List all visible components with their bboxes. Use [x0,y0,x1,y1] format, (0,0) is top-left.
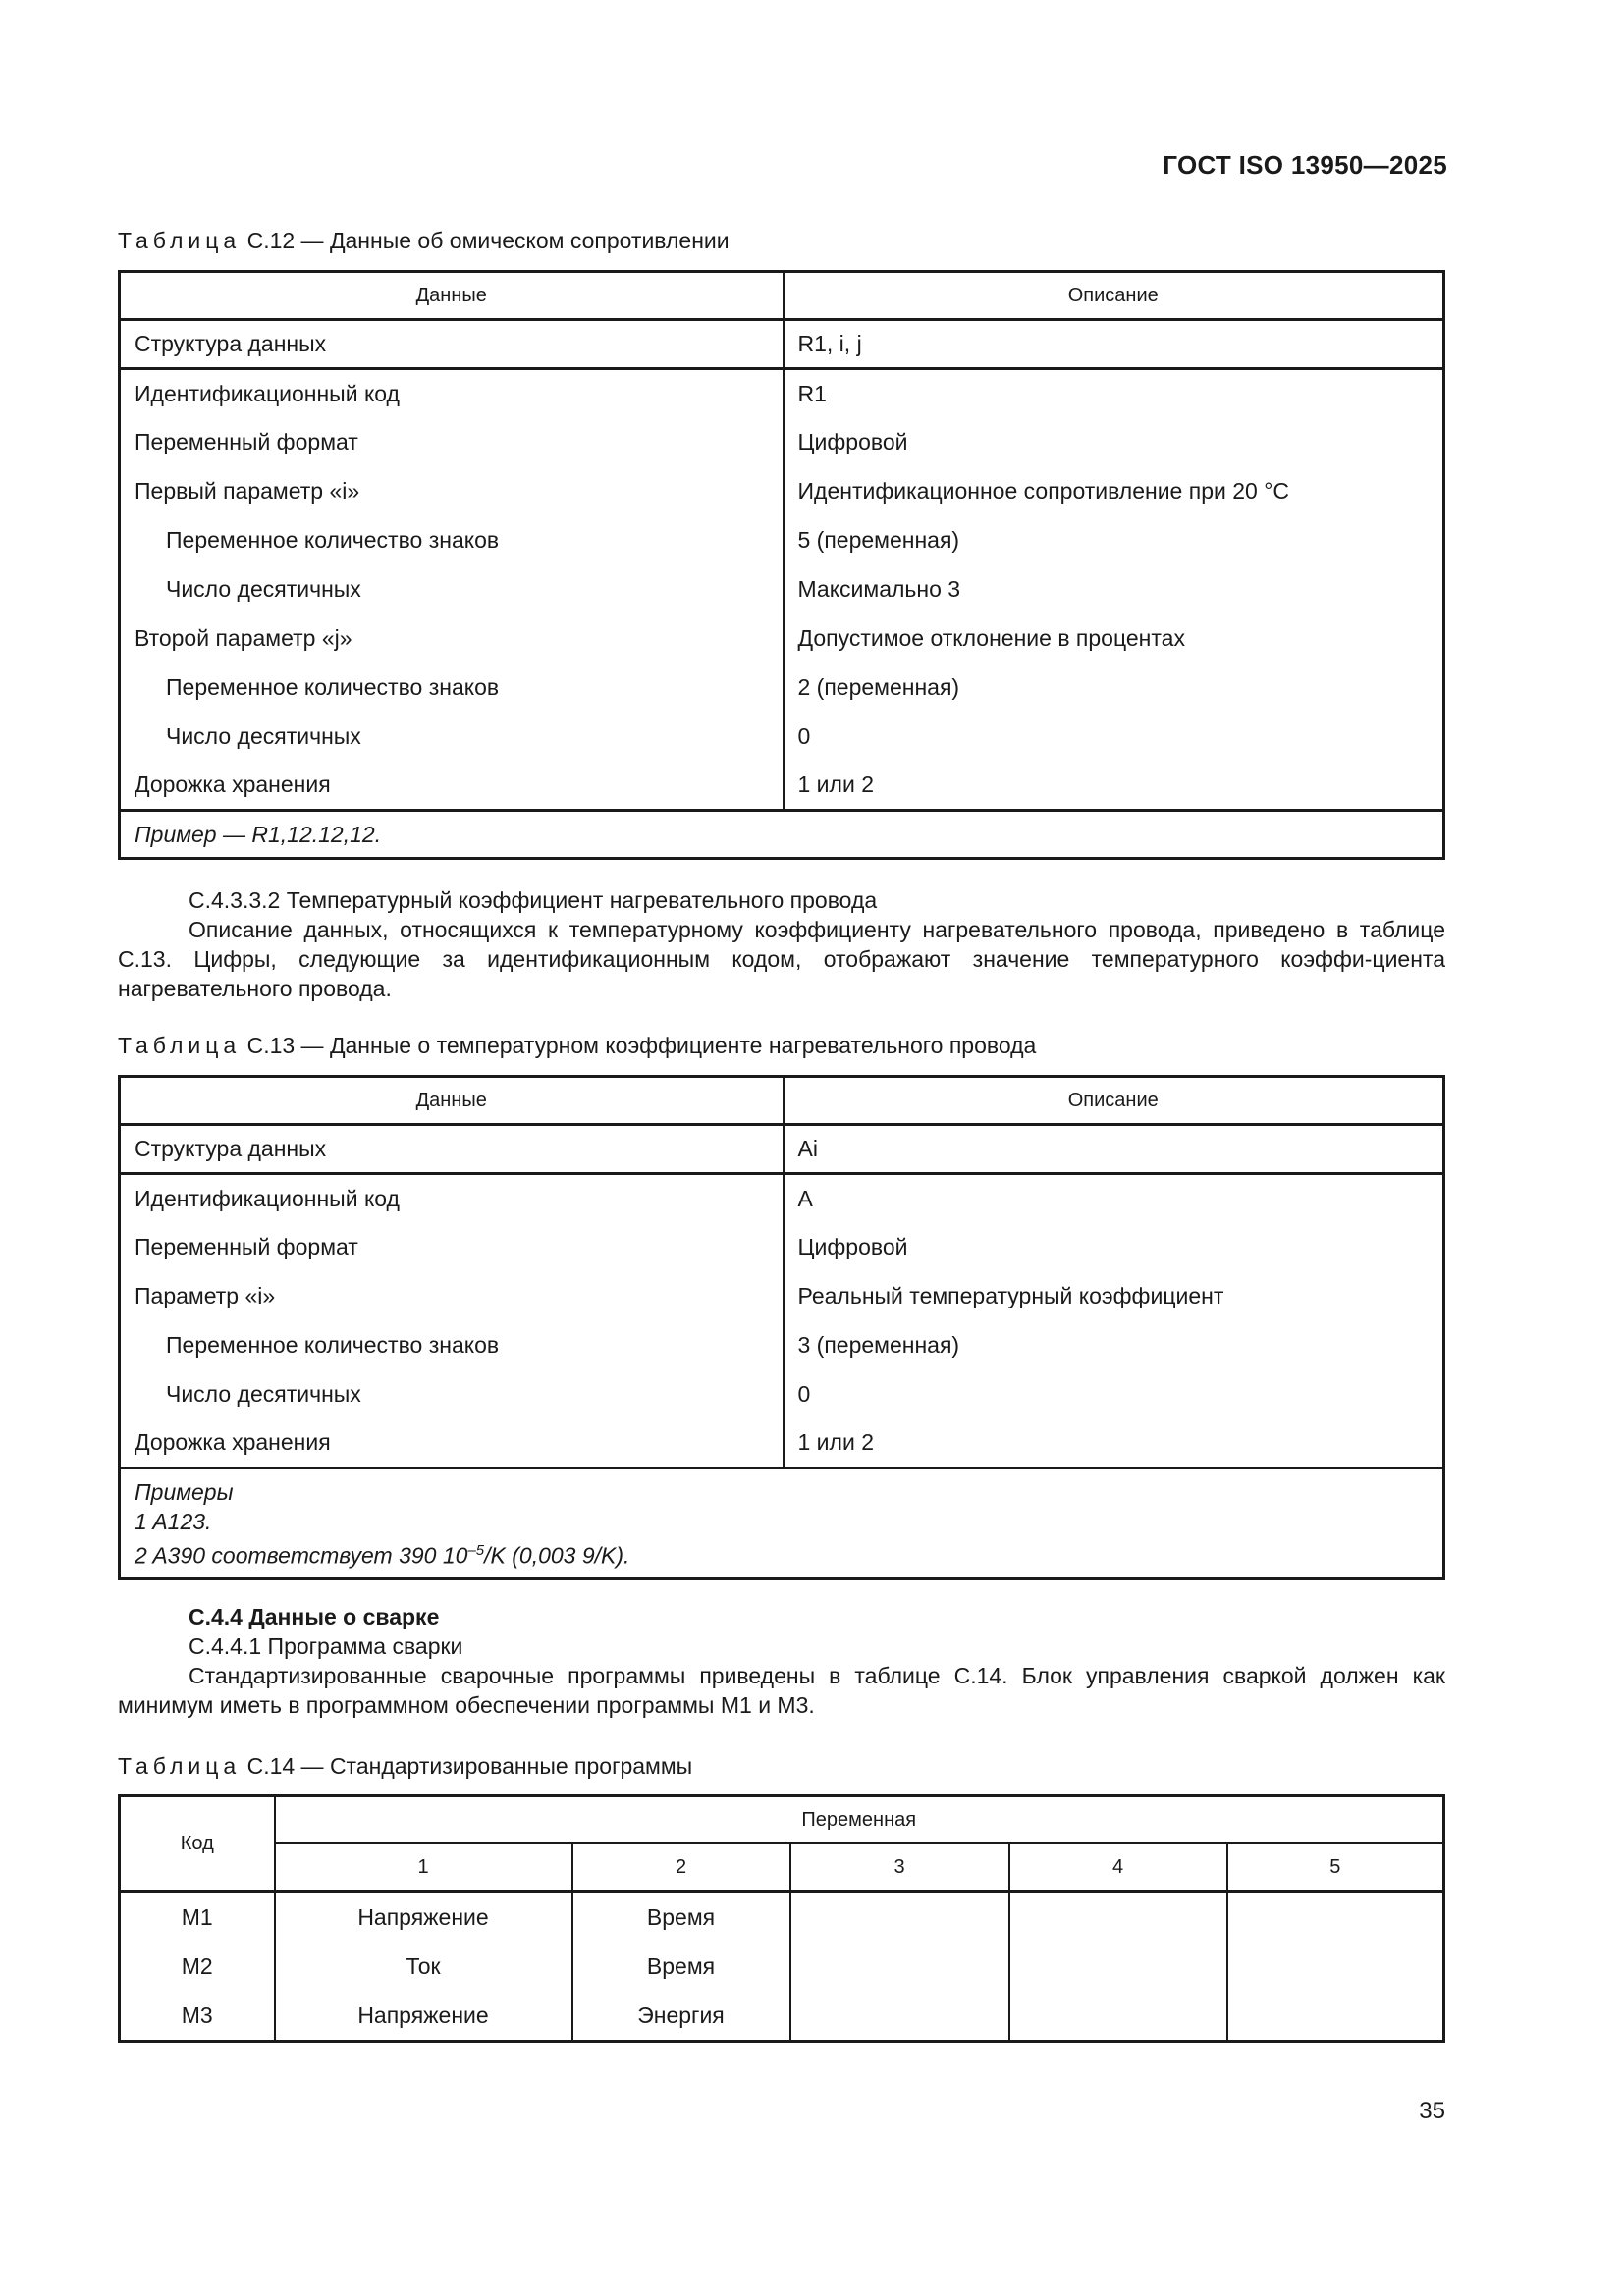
cell-label: Идентификационный код [120,1174,784,1223]
cell-value: 0 [797,1381,811,1407]
cell-variable-2: Время [572,1942,790,1991]
cell-code: М3 [120,1991,275,2042]
table-row [120,1419,1444,1468]
table-row [120,1321,1444,1370]
section-subheading: С.4.4.1 Программа сварки [189,1633,463,1659]
cell-variable-3 [790,1892,1009,1943]
section-body: Описание данных, относящихся к температурному коэффициенту нагревательного провода, приведено в таблице С.13. Цифры, следующие за идентификационным кодом, отображают значение температурного коэффи-циента нагревательного провода. [118,917,1445,1001]
table-row [120,1942,1444,1991]
cell-value: 5 (переменная) [797,527,960,553]
table-example-row [120,1468,1444,1579]
table-row [120,762,1444,811]
table-caption-word: Таблица [118,228,242,253]
cell-label: Структура данных [120,320,784,369]
table-row [120,614,1444,664]
column-header-code: Код [120,1796,275,1892]
cell-variable-3 [790,1942,1009,1991]
section-heading: С.4.4 Данные о сварке [189,1604,440,1629]
cell-value: Допустимое отклонение в процентах [797,625,1185,651]
cell-variable-4 [1009,1892,1227,1943]
cell-value: A [797,1185,813,1211]
section-c44 [118,1602,1445,1720]
table-example-row [120,811,1444,859]
example-2: 2 A390 соответствует 390 $10^{-5}/K$ (0,003 9/K). [135,1541,630,1569]
cell-variable-1: Напряжение [275,1892,572,1943]
table-caption-word: Таблица [118,1033,242,1058]
subcolumn-header: 4 [1009,1843,1227,1892]
column-header-description: Описание [784,1077,1444,1125]
table-row [120,320,1444,369]
table-row [120,1272,1444,1321]
table-subheader-row [120,1843,1444,1892]
subcolumn-header: 3 [790,1843,1009,1892]
cell-variable-3 [790,1991,1009,2042]
table-caption-text: С.14 — Стандартизированные программы [241,1753,693,1779]
cell-label: Идентификационный код [120,369,784,418]
table-row [120,664,1444,713]
table-caption-text: С.12 — Данные об омическом сопротивлении [241,228,730,253]
table-caption-word: Таблица [118,1753,242,1779]
cell-label: Переменное количество знаков [120,516,784,565]
table-row [120,467,1444,516]
subcolumn-header: 5 [1227,1843,1444,1892]
cell-value: Ai [784,1125,1444,1174]
cell-value: 3 (переменная) [797,1332,960,1358]
table-row [120,516,1444,565]
table-row [120,1125,1444,1174]
table-13-caption [118,1033,1036,1059]
examples-title: Примеры [135,1478,234,1505]
cell-variable-5 [1227,1942,1444,1991]
cell-variable-1: Напряжение [275,1991,572,2042]
cell-label: Параметр «i» [120,1272,784,1321]
subcolumn-header: 2 [572,1843,790,1892]
cell-code: М1 [120,1892,275,1943]
cell-value: 0 [797,723,811,749]
cell-value: Максимально 3 [797,576,961,602]
cell-value: Цифровой [797,429,908,454]
cell-variable-2: Время [572,1892,790,1943]
cell-label: Переменное количество знаков [120,1321,784,1370]
cell-variable-4 [1009,1991,1227,2042]
cell-variable-2: Энергия [572,1991,790,2042]
column-header-data: Данные [120,1077,784,1125]
page-number: 35 [1419,2098,1445,2124]
table-14-caption [118,1753,692,1780]
cell-label: Переменный формат [120,1223,784,1272]
table-caption-text: С.13 — Данные о температурном коэффициенте нагревательного провода [241,1033,1037,1058]
cell-variable-4 [1009,1942,1227,1991]
section-body: Стандартизированные сварочные программы приведены в таблице С.14. Блок управления сваркой должен как минимум иметь в программном обеспечении программы М1 и М3. [118,1663,1445,1718]
section-c4332 [118,885,1445,1003]
cell-label: Переменное количество знаков [120,664,784,713]
cell-variable-5 [1227,1991,1444,2042]
table-example: Пример — R1,12.12,12. [120,811,1444,859]
cell-value: 1 или 2 [797,772,874,798]
table-header-row [120,1796,1444,1844]
cell-label: Переменный формат [120,418,784,467]
cell-label: Число десятичных [120,1370,784,1419]
section-heading: С.4.3.3.2 Температурный коэффициент нагревательного провода [189,887,878,913]
cell-code: М2 [120,1942,275,1991]
cell-variable-1: Ток [275,1942,572,1991]
column-header-description: Описание [784,272,1444,320]
cell-value: Реальный температурный коэффициент [797,1283,1224,1308]
table-header-row [120,272,1444,320]
cell-label: Структура данных [120,1125,784,1174]
table-12-caption [118,228,730,254]
cell-label: Дорожка хранения [120,1419,784,1468]
table-row [120,1991,1444,2042]
cell-label: Второй параметр «j» [120,614,784,664]
table-header-row [120,1077,1444,1125]
subcolumn-header: 1 [275,1843,572,1892]
table-row [120,369,1444,418]
table-12 [118,270,1445,860]
cell-value: Идентификационное сопротивление при 20 °С [797,478,1290,504]
table-row [120,565,1444,614]
table-row [120,1892,1444,1943]
cell-value: 1 или 2 [797,1429,874,1456]
table-examples [120,1468,1444,1579]
column-header-data: Данные [120,272,784,320]
cell-label: Дорожка хранения [120,762,784,811]
cell-label: Число десятичных [120,565,784,614]
column-header-variable: Переменная [275,1796,1444,1844]
table-row [120,1370,1444,1419]
table-row [120,1174,1444,1223]
table-13 [118,1075,1445,1580]
cell-value: R1 [797,380,827,406]
cell-label: Число десятичных [120,713,784,762]
cell-label: Первый параметр «i» [120,467,784,516]
table-14 [118,1794,1445,2043]
example-1: 1 A123. [135,1508,212,1534]
cell-value: Цифровой [797,1234,908,1259]
table-row [120,1223,1444,1272]
document-standard-header: ГОСТ ISO 13950—2025 [1163,150,1447,180]
cell-value: 2 (переменная) [797,674,960,700]
table-row [120,418,1444,467]
cell-value: R1, i, j [784,320,1444,369]
cell-variable-5 [1227,1892,1444,1943]
table-row [120,713,1444,762]
